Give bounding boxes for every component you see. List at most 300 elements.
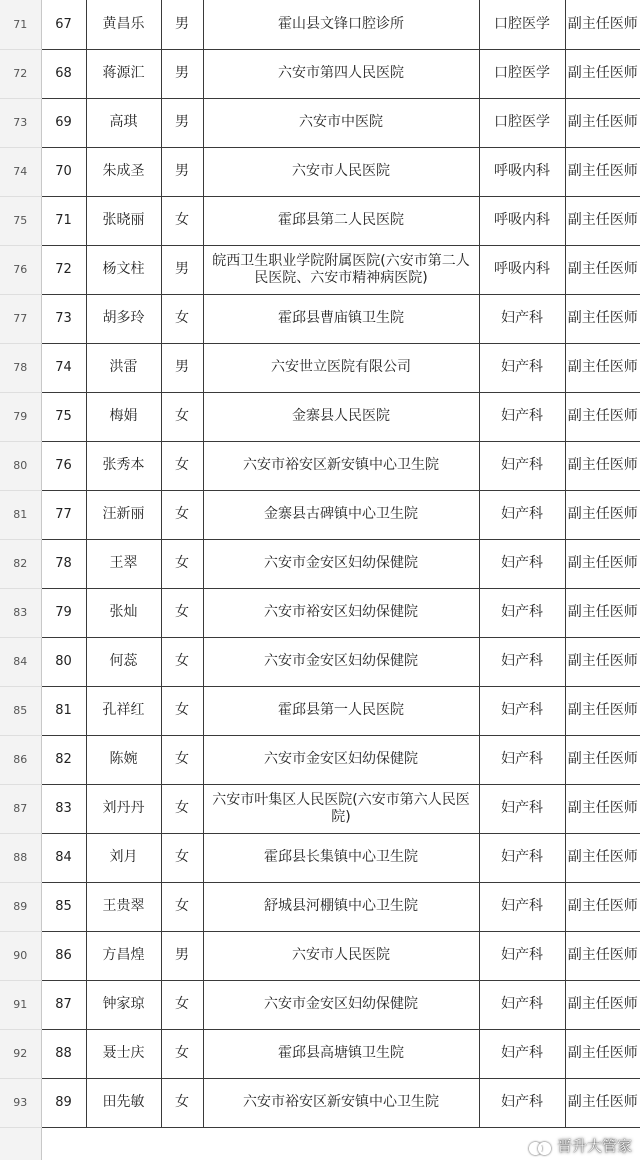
department-cell[interactable] [479,245,565,294]
department-cell[interactable] [479,1078,565,1127]
title-cell-text: 副主任医师 [567,653,638,669]
department-cell[interactable] [479,147,565,196]
gender-cell-text: 女 [175,898,189,914]
gender-cell[interactable] [161,294,203,343]
name-cell[interactable] [86,686,161,735]
department-cell-text: 呼吸内科 [494,261,550,277]
department-cell-text: 妇产科 [501,849,543,865]
gender-cell[interactable] [161,0,203,49]
gender-cell[interactable] [161,686,203,735]
title-cell[interactable] [565,490,640,539]
unit-cell[interactable] [203,343,479,392]
unit-cell[interactable] [203,686,479,735]
department-cell[interactable] [479,343,565,392]
name-cell[interactable] [86,637,161,686]
name-cell[interactable] [86,882,161,931]
title-cell[interactable] [565,294,640,343]
sequence-cell[interactable] [41,441,86,490]
unit-cell[interactable] [203,833,479,882]
unit-cell-text: 霍邱县长集镇中心卫生院 [264,849,418,865]
department-cell[interactable] [479,833,565,882]
name-cell[interactable] [86,147,161,196]
name-cell-text: 陈婉 [109,751,138,767]
sequence-cell[interactable] [41,833,86,882]
department-cell[interactable] [479,49,565,98]
unit-cell-text: 六安市第四人民医院 [278,65,404,81]
department-cell-text: 妇产科 [501,898,543,914]
gender-cell[interactable] [161,1029,203,1078]
gender-cell[interactable] [161,1078,203,1127]
sequence-cell-text: 72 [55,262,72,277]
department-cell[interactable] [479,882,565,931]
row-number-cell-text: 86 [13,753,28,766]
title-cell[interactable] [565,784,640,833]
unit-cell-text: 六安市叶集区人民医院(六安市第六人民医院) [212,791,470,825]
name-cell[interactable] [86,343,161,392]
gender-cell[interactable] [161,245,203,294]
department-cell-text: 妇产科 [501,800,543,816]
gender-cell[interactable] [161,784,203,833]
row-number-cell[interactable] [0,784,41,833]
title-cell[interactable] [565,980,640,1029]
sequence-cell[interactable] [41,0,86,49]
gender-cell-text: 男 [175,15,189,32]
row-number-cell-text: 83 [13,606,28,619]
title-cell[interactable] [565,0,640,49]
name-cell[interactable] [86,245,161,294]
row-number-cell[interactable] [0,0,41,49]
gender-cell[interactable] [161,539,203,588]
row-number-cell[interactable] [0,637,41,686]
name-cell[interactable] [86,980,161,1029]
department-cell[interactable] [479,392,565,441]
row-number-cell[interactable] [0,392,41,441]
table-row [0,196,640,245]
unit-cell[interactable] [203,1078,479,1127]
table-row [0,0,640,49]
name-cell-text: 杨文柱 [102,261,145,277]
row-number-cell-text: 80 [13,459,28,472]
unit-cell[interactable] [203,245,479,294]
title-cell-text: 副主任医师 [567,800,638,816]
department-cell-text: 口腔医学 [494,114,550,130]
row-number-cell-text: 89 [13,900,28,913]
table-row [0,1078,640,1127]
row-number-cell[interactable] [0,294,41,343]
sequence-cell-text: 75 [55,409,72,424]
row-number-cell[interactable] [0,441,41,490]
gender-cell[interactable] [161,735,203,784]
row-number-cell-text: 87 [13,802,28,815]
unit-cell[interactable] [203,980,479,1029]
name-cell[interactable] [86,0,161,49]
sequence-cell-text: 84 [55,850,72,865]
department-cell-text: 妇产科 [501,653,543,669]
title-cell[interactable] [565,392,640,441]
sequence-cell-text: 83 [55,801,72,816]
title-cell-text: 副主任医师 [567,212,638,228]
table-row [0,441,640,490]
sequence-cell-text: 87 [55,997,72,1012]
gender-cell-text: 男 [175,359,189,375]
sequence-cell-text: 80 [55,654,72,669]
sequence-cell[interactable] [41,686,86,735]
row-number-cell[interactable] [0,49,41,98]
row-number-cell[interactable] [0,196,41,245]
unit-cell-text: 六安市人民医院 [292,163,390,179]
sequence-cell[interactable] [41,539,86,588]
row-number-cell-text: 88 [13,851,28,864]
row-number-cell[interactable] [0,98,41,147]
gender-cell-text: 女 [175,996,189,1012]
unit-cell[interactable] [203,0,479,49]
row-number-cell[interactable] [0,931,41,980]
name-cell[interactable] [86,441,161,490]
gender-cell[interactable] [161,882,203,931]
unit-cell[interactable] [203,441,479,490]
unit-cell[interactable] [203,490,479,539]
unit-cell[interactable] [203,392,479,441]
gender-cell-text: 女 [175,506,189,522]
gender-cell[interactable] [161,392,203,441]
name-cell-text: 张灿 [109,604,138,620]
unit-cell[interactable] [203,882,479,931]
unit-cell-text: 舒城县河棚镇中心卫生院 [264,898,418,914]
unit-cell[interactable] [203,931,479,980]
row-number-cell[interactable] [0,686,41,735]
table-row [0,735,640,784]
sequence-cell[interactable] [41,882,86,931]
unit-cell[interactable] [203,588,479,637]
sequence-cell[interactable] [41,1078,86,1127]
title-cell-text: 副主任医师 [567,751,638,767]
title-cell-text: 副主任医师 [567,15,638,32]
sequence-cell[interactable] [41,588,86,637]
department-cell-text: 口腔医学 [494,65,550,81]
name-cell[interactable] [86,735,161,784]
name-cell-text: 王贵翠 [102,898,145,914]
department-cell-text: 呼吸内科 [494,163,550,179]
unit-cell[interactable] [203,784,479,833]
title-cell-text: 副主任医师 [567,506,638,522]
unit-cell-text: 六安市裕安区妇幼保健院 [264,604,418,620]
title-cell-text: 副主任医师 [567,898,638,914]
department-cell[interactable] [479,196,565,245]
name-cell[interactable] [86,196,161,245]
gender-cell[interactable] [161,196,203,245]
sequence-cell-text: 79 [55,605,72,620]
sequence-cell[interactable] [41,196,86,245]
sequence-cell-text: 89 [55,1095,72,1110]
name-cell-text: 黄昌乐 [102,15,145,32]
row-number-cell-text: 75 [13,214,28,227]
department-cell[interactable] [479,539,565,588]
department-cell-text: 妇产科 [501,359,543,375]
sequence-cell[interactable] [41,980,86,1029]
department-cell[interactable] [479,931,565,980]
gender-cell-text: 男 [175,114,189,130]
table-row [0,147,640,196]
sequence-cell[interactable] [41,637,86,686]
title-cell[interactable] [565,147,640,196]
table-row [0,931,640,980]
table-row [0,245,640,294]
department-cell[interactable] [479,784,565,833]
title-cell-text: 副主任医师 [567,1094,638,1110]
title-cell[interactable] [565,1029,640,1078]
title-cell[interactable] [565,343,640,392]
title-cell-text: 副主任医师 [567,310,638,326]
title-cell[interactable] [565,539,640,588]
name-cell-text: 钟家琼 [102,996,145,1012]
sequence-cell-text: 71 [55,213,72,228]
sequence-cell[interactable] [41,49,86,98]
gender-cell-text: 女 [175,800,189,816]
sequence-cell-text: 70 [55,164,72,179]
row-number-cell[interactable] [0,735,41,784]
department-cell-text: 妇产科 [501,1094,543,1110]
sequence-cell-text: 69 [55,115,72,130]
title-cell[interactable] [565,245,640,294]
name-cell-text: 刘月 [109,849,138,865]
name-cell[interactable] [86,49,161,98]
table-row [0,98,640,147]
department-cell-text: 妇产科 [501,947,543,963]
sequence-cell-text: 73 [55,311,72,326]
sequence-cell[interactable] [41,245,86,294]
title-cell[interactable] [565,98,640,147]
row-number-cell[interactable] [0,343,41,392]
title-cell-text: 副主任医师 [567,947,638,963]
title-cell[interactable] [565,588,640,637]
gender-cell-text: 女 [175,1045,189,1061]
unit-cell[interactable] [203,1029,479,1078]
gender-cell[interactable] [161,637,203,686]
department-cell-text: 妇产科 [501,604,543,620]
title-cell[interactable] [565,882,640,931]
row-number-cell-text: 85 [13,704,28,717]
name-cell[interactable] [86,392,161,441]
sequence-cell-text: 85 [55,899,72,914]
gender-cell[interactable] [161,980,203,1029]
department-cell[interactable] [479,637,565,686]
row-number-cell-text: 90 [13,949,28,962]
row-number-cell[interactable] [0,490,41,539]
row-number-cell-text: 78 [13,361,28,374]
sequence-cell[interactable] [41,735,86,784]
sequence-cell[interactable] [41,490,86,539]
row-number-cell[interactable] [0,882,41,931]
title-cell-text: 副主任医师 [567,114,638,130]
table-row [0,294,640,343]
gender-cell-text: 女 [175,555,189,571]
table-row [0,833,640,882]
unit-cell[interactable] [203,637,479,686]
table-row [0,686,640,735]
name-cell[interactable] [86,539,161,588]
department-cell-text: 口腔医学 [494,15,550,32]
name-cell-text: 张晓丽 [102,212,145,228]
sequence-cell[interactable] [41,98,86,147]
unit-cell[interactable] [203,98,479,147]
row-number-cell-text: 81 [13,508,28,521]
title-cell[interactable] [565,441,640,490]
unit-cell[interactable] [203,49,479,98]
department-cell[interactable] [479,441,565,490]
title-cell[interactable] [565,637,640,686]
gender-cell-text: 男 [175,65,189,81]
sequence-cell-text: 74 [55,360,72,375]
row-number-cell[interactable] [0,539,41,588]
sequence-cell-text: 76 [55,458,72,473]
title-cell-text: 副主任医师 [567,359,638,375]
row-number-cell-text: 79 [13,410,28,423]
name-cell-text: 汪新丽 [102,506,145,522]
sequence-cell-text: 68 [55,66,72,81]
title-cell-text: 副主任医师 [567,849,638,865]
row-number-cell[interactable] [0,980,41,1029]
table-row [0,490,640,539]
table-row [0,49,640,98]
sequence-cell[interactable] [41,931,86,980]
row-number-cell-text: 84 [13,655,28,668]
gender-cell-text: 女 [175,653,189,669]
department-cell[interactable] [479,588,565,637]
unit-cell-text: 六安市中医院 [299,114,383,130]
name-cell-text: 方昌煌 [102,947,145,963]
name-cell[interactable] [86,784,161,833]
gender-cell[interactable] [161,49,203,98]
watermark-text: 晋升大管家 [556,1137,632,1155]
name-cell[interactable] [86,588,161,637]
department-cell-text: 妇产科 [501,751,543,767]
department-cell-text: 妇产科 [501,1045,543,1061]
sequence-cell[interactable] [41,147,86,196]
sequence-cell-text: 86 [55,948,72,963]
name-cell-text: 朱成圣 [102,163,145,179]
department-cell-text: 妇产科 [501,506,543,522]
row-number-cell-text: 74 [13,165,28,178]
sequence-cell[interactable] [41,392,86,441]
title-cell-text: 副主任医师 [567,604,638,620]
department-cell[interactable] [479,735,565,784]
name-cell[interactable] [86,931,161,980]
name-cell[interactable] [86,833,161,882]
row-number-cell-text: 77 [13,312,28,325]
row-number-cell[interactable] [0,833,41,882]
department-cell-text: 妇产科 [501,555,543,571]
unit-cell-text: 六安市金安区妇幼保健院 [264,751,418,767]
title-cell[interactable] [565,196,640,245]
name-cell[interactable] [86,490,161,539]
unit-cell[interactable] [203,539,479,588]
unit-cell-text: 霍邱县高塘镇卫生院 [278,1045,404,1061]
unit-cell[interactable] [203,735,479,784]
sequence-cell[interactable] [41,294,86,343]
row-number-cell-text: 82 [13,557,28,570]
department-cell[interactable] [479,980,565,1029]
unit-cell-text: 六安市金安区妇幼保健院 [264,996,418,1012]
department-cell[interactable] [479,686,565,735]
title-cell[interactable] [565,686,640,735]
table-row [0,784,640,833]
table-row [0,1029,640,1078]
department-cell-text: 呼吸内科 [494,212,550,228]
table-row [0,980,640,1029]
department-cell[interactable] [479,0,565,49]
gender-cell[interactable] [161,588,203,637]
sequence-cell-text: 67 [55,16,72,32]
department-cell[interactable] [479,294,565,343]
name-cell-text: 聂士庆 [102,1045,145,1061]
unit-cell-text: 六安市人民医院 [292,947,390,963]
name-cell[interactable] [86,1029,161,1078]
unit-cell[interactable] [203,147,479,196]
row-number-cell[interactable] [0,588,41,637]
row-number-cell[interactable] [0,1078,41,1127]
unit-cell-text: 六安世立医院有限公司 [271,359,411,375]
unit-cell[interactable] [203,294,479,343]
title-cell[interactable] [565,833,640,882]
sequence-cell[interactable] [41,1029,86,1078]
title-cell[interactable] [565,1078,640,1127]
gender-cell[interactable] [161,833,203,882]
name-cell[interactable] [86,1078,161,1127]
unit-cell-text: 金寨县人民医院 [292,408,390,424]
title-cell[interactable] [565,49,640,98]
unit-cell-text: 霍山县文锋口腔诊所 [278,15,404,32]
gender-cell[interactable] [161,147,203,196]
title-cell[interactable] [565,931,640,980]
department-cell[interactable] [479,490,565,539]
gender-cell[interactable] [161,931,203,980]
row-number-cell[interactable] [0,245,41,294]
name-cell-text: 洪雷 [109,359,138,375]
row-number-cell[interactable] [0,147,41,196]
row-number-cell-text: 91 [13,998,28,1011]
gender-cell-text: 男 [175,163,189,179]
sequence-cell[interactable] [41,784,86,833]
gender-cell-text: 女 [175,212,189,228]
table-row [0,343,640,392]
gender-cell[interactable] [161,98,203,147]
infinity-logo-icon [529,1138,551,1154]
department-cell-text: 妇产科 [501,457,543,473]
gender-cell-text: 女 [175,310,189,326]
row-number-cell-text: 76 [13,263,28,276]
unit-cell[interactable] [203,196,479,245]
name-cell[interactable] [86,98,161,147]
gender-cell[interactable] [161,490,203,539]
department-cell[interactable] [479,1029,565,1078]
department-cell[interactable] [479,98,565,147]
title-cell[interactable] [565,735,640,784]
unit-cell-text: 六安市金安区妇幼保健院 [264,555,418,571]
sequence-cell-text: 78 [55,556,72,571]
sequence-cell[interactable] [41,343,86,392]
title-cell-text: 副主任医师 [567,408,638,424]
department-cell-text: 妇产科 [501,996,543,1012]
gender-cell[interactable] [161,343,203,392]
gender-cell-text: 女 [175,457,189,473]
gender-cell-text: 男 [175,261,189,277]
table-row [0,637,640,686]
row-number-cell[interactable] [0,1029,41,1078]
name-cell-text: 何蕊 [109,653,138,669]
name-cell[interactable] [86,294,161,343]
department-cell-text: 妇产科 [501,408,543,424]
gender-cell[interactable] [161,441,203,490]
